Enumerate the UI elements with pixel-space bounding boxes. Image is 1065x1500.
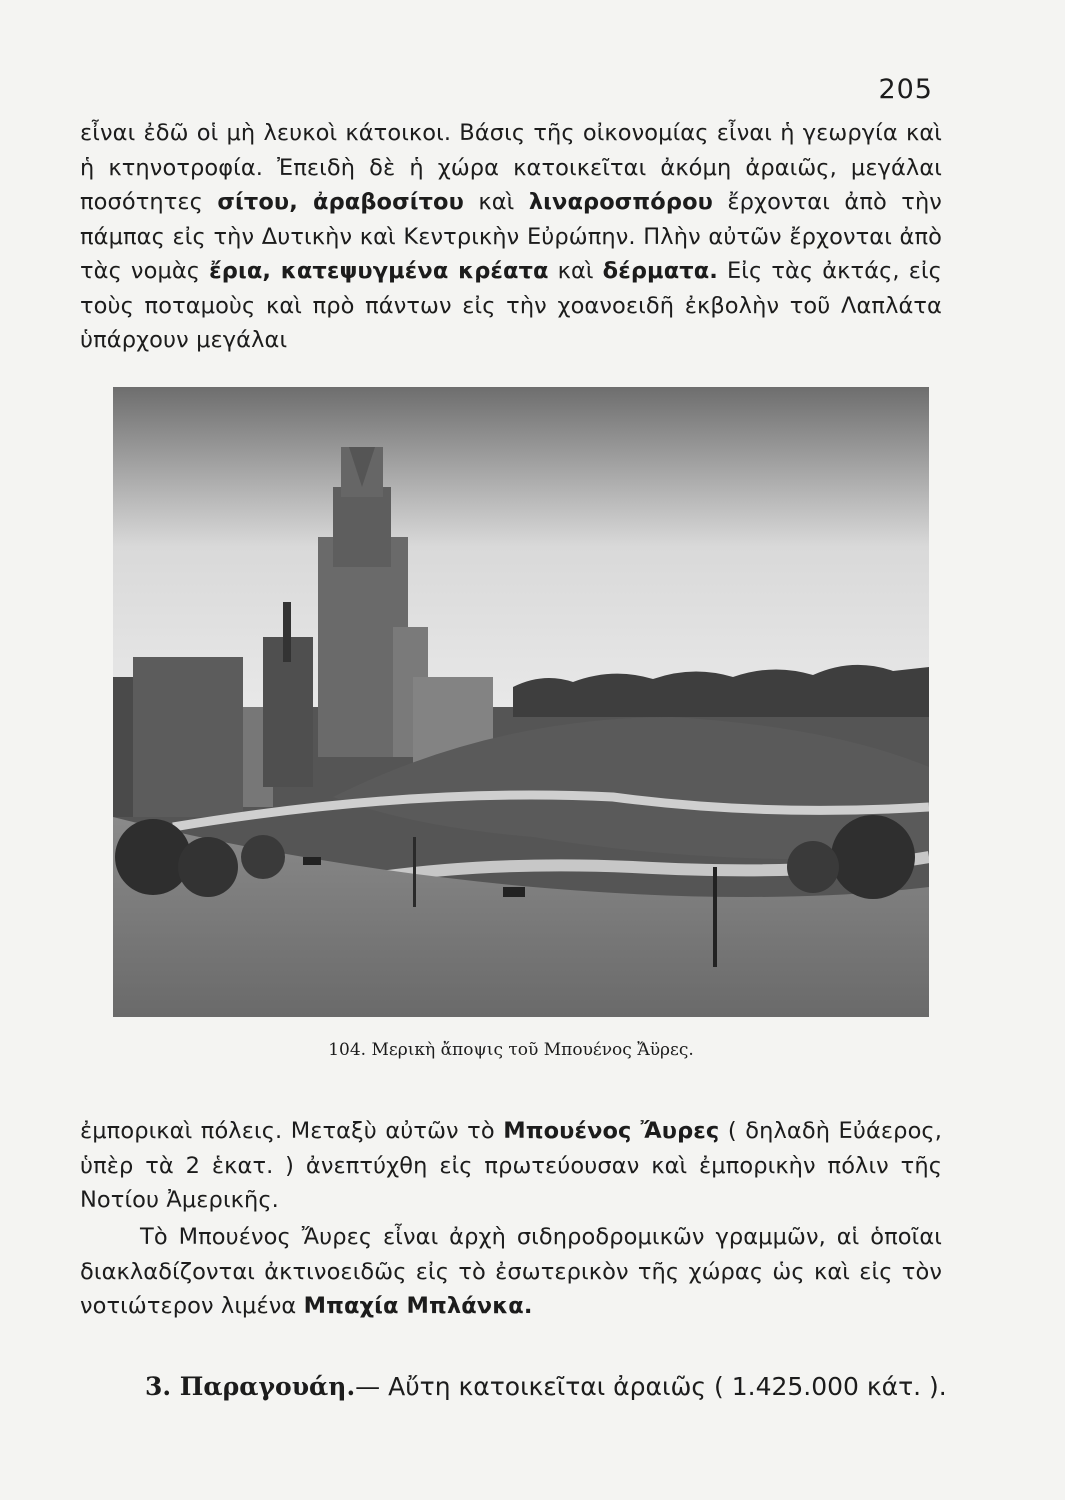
paragraph-railways — [80, 1220, 942, 1324]
text-run: Τὸ Μπουένος Ἄυρες εἶναι ἀρχὴ σιδηροδρομικῶν γραμμῶν, αἱ ὁποῖαι διακλαδίζονται ἀκτινοειδῶς εἰς τὸ ἐσωτερικὸν τῆς χώρας ὡς καὶ εἰς τὸν νοτιώτερον λιμένα — [80, 1224, 942, 1319]
bold-term: λιναροσπόρου — [528, 189, 713, 215]
text-run: ἔρχονται ἀπὸ τὴν πάμπας εἰς τὴν Δυτικὴν καὶ Κεντρικὴν Εὐρώπην. Πλὴν αὐτῶν ἔρχονται ἀπὸ τὰς νομὰς — [80, 189, 942, 284]
bold-term: Μπουένος Ἄυρες — [503, 1118, 720, 1144]
text-run: ( δηλαδὴ Εὐάερος, ὑπὲρ τὰ 2 ἑκατ. ) ἀνεπτύχθη εἰς πρωτεύουσαν καὶ ἐμπορικὴν πόλιν τῆς Νοτίου Ἀμερικῆς. — [80, 1118, 942, 1213]
text-run: εἶναι ἐδῶ οἱ μὴ λευκοὶ κάτοικοι. Βάσις τῆς οἰκονομίας εἶναι ἡ γεωργία καὶ ἡ κτηνοτροφία. Ἐπειδὴ δὲ ἡ χώρα κατοικεῖται ἀκόμη ἀραιῶς, μεγάλαι ποσότητες — [80, 120, 942, 215]
text-run: καὶ — [548, 258, 603, 284]
bold-term: σίτου, ἀραβοσίτου — [217, 189, 464, 215]
city-photo-drawing — [113, 387, 929, 1017]
text-run: ἐμπορικαὶ πόλεις. Μεταξὺ αὐτῶν τὸ — [80, 1118, 504, 1144]
bold-term: Μπαχία Μπλάνκα. — [303, 1293, 533, 1319]
city-photo — [113, 387, 929, 1017]
paragraph-buenos-aires — [80, 1114, 942, 1218]
figure-caption: 104. Μερικὴ ἄποψις τοῦ Μπουένος Ἄϋρες. — [328, 1040, 694, 1060]
bold-term: δέρματα. — [602, 258, 718, 284]
bold-term: ἔρια, κατεψυγμένα κρέατα — [209, 258, 549, 284]
section-title: 3. Παραγουάη. — [145, 1372, 356, 1401]
text-run: καὶ — [463, 189, 529, 215]
page-number: 205 — [878, 74, 933, 105]
section-heading-paraguay — [145, 1372, 947, 1401]
section-text: — Αὔτη κατοικεῖται ἀραιῶς ( 1.425.000 κάτ. ). — [355, 1372, 947, 1401]
paragraph-economy — [80, 116, 942, 358]
text-run: Εἰς τὰς ἀκτάς, εἰς τοὺς ποταμοὺς καὶ πρὸ πάντων εἰς τὴν χοανοειδῆ ἐκβολὴν τοῦ Λαπλάτα ὑπάρχουν μεγάλαι — [80, 258, 942, 353]
